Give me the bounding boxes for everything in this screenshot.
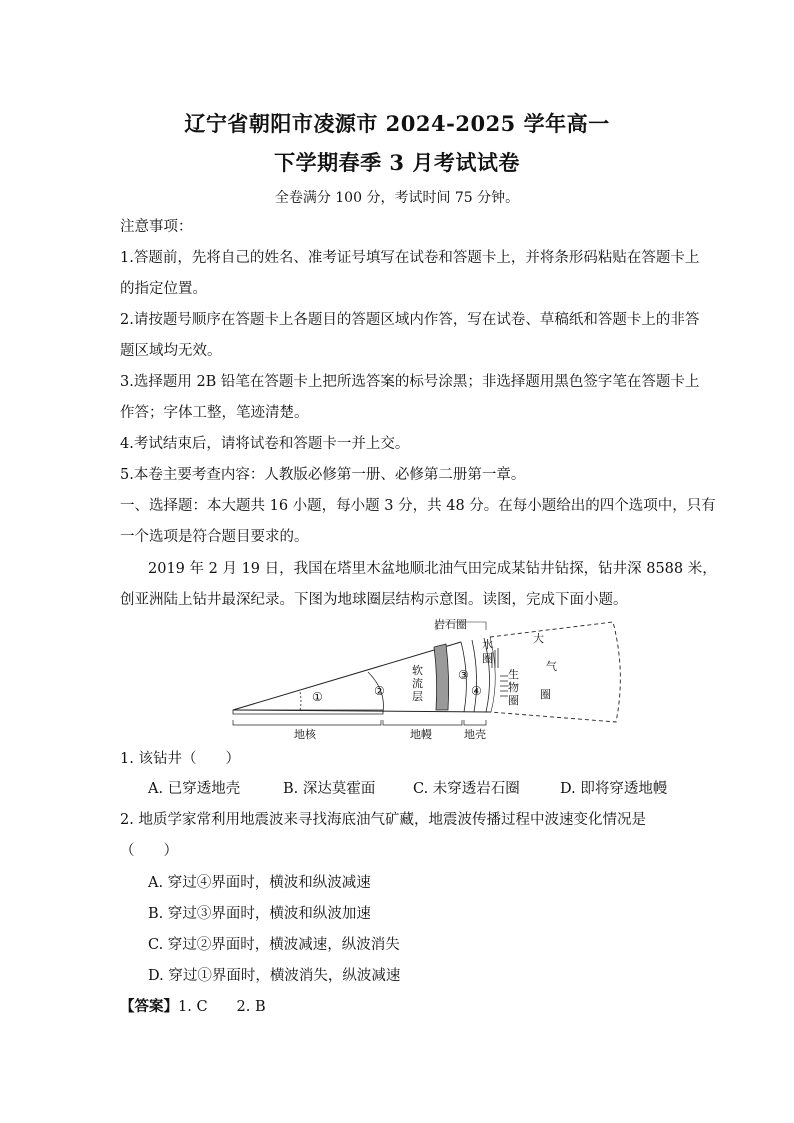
- note-5: 5.本卷主要考查内容：人教版必修第一册、必修第二册第一章。: [120, 467, 526, 483]
- note-1-line2: 的指定位置。: [120, 281, 207, 297]
- marker-1: ①: [312, 690, 323, 704]
- q2-option-b: B. 穿过③界面时，横波和纵波加速: [148, 906, 371, 922]
- label-biosphere-2: 物: [508, 681, 519, 694]
- mantle-bracket: [383, 720, 462, 725]
- answer-text: 1. C 2. B: [178, 999, 266, 1015]
- page-title-line1: 辽宁省朝阳市凌源市 2024-2025 学年高一: [184, 111, 610, 136]
- earth-layers-diagram: [228, 612, 628, 742]
- label-hydrosphere-2: 圈: [482, 652, 493, 665]
- q2-option-a: A. 穿过④界面时，横波和纵波减速: [148, 875, 371, 891]
- q1-option-c: C. 未穿透岩石圈: [413, 781, 520, 797]
- section-heading-line2: 一个选项是符合题目要求的。: [120, 529, 309, 545]
- marker-4: ④: [471, 684, 482, 698]
- label-biosphere-3: 圈: [508, 694, 519, 707]
- label-asthenosphere-1: 软: [412, 664, 423, 677]
- earth-layers-svg: [228, 612, 628, 742]
- note-3-line1: 3.选择题用 2B 铅笔在答题卡上把所选答案的标号涂黑；非选择题用黑色签字笔在答题卡上: [120, 374, 700, 390]
- notes-heading: 注意事项：: [120, 219, 193, 235]
- diagram-upper-edge: [233, 642, 461, 710]
- passage-line1: 2019 年 2 月 19 日，我国在塔里木盆地顺北油气田完成某钻井钻探，钻井深 8588 米，: [148, 561, 717, 577]
- label-asthenosphere-2: 流: [412, 677, 423, 690]
- passage-line2: 创亚洲陆上钻井最深纪录。下图为地球圈层结构示意图。读图，完成下面小题。: [120, 592, 628, 608]
- note-3-line2: 作答；字体工整，笔迹清楚。: [120, 405, 309, 421]
- crust-bracket: [464, 720, 486, 725]
- label-asthenosphere-3: 层: [412, 690, 423, 703]
- note-2-line1: 2.请按题号顺序在答题卡上各题目的答题区域内作答，写在试卷、草稿纸和答题卡上的非答: [120, 312, 700, 328]
- asthenosphere-band: [434, 644, 449, 710]
- note-1-line1: 1.答题前，先将自己的姓名、准考证号填写在试卷和答题卡上，并将条形码粘贴在答题卡上: [120, 250, 700, 266]
- label-crust: 地壳: [464, 728, 486, 741]
- label-biosphere-1: 生: [508, 668, 519, 681]
- exam-subtitle: 全卷满分 100 分，考试时间 75 分钟。: [274, 190, 520, 206]
- label-atmosphere-1: 大: [533, 632, 544, 645]
- label-hydrosphere-1: 水: [482, 638, 493, 651]
- q2-stem: 2. 地质学家常利用地震波来寻找海底油气矿藏，地震波传播过程中波速变化情况是: [120, 812, 646, 828]
- answer-label: 【答案】: [120, 998, 178, 1015]
- q2-paren: （ ）: [120, 843, 178, 859]
- label-core: 地核: [294, 728, 316, 741]
- label-lithosphere: 岩石圈: [434, 618, 467, 631]
- boundary-4-line: [472, 640, 477, 712]
- section-heading-line1: 一、选择题：本大题共 16 小题，每小题 3 分，共 48 分。在每小题给出的四个选项中，只有: [120, 498, 716, 514]
- q2-option-c: C. 穿过②界面时，横波减速，纵波消失: [148, 937, 400, 953]
- note-2-line2: 题区域均无效。: [120, 343, 222, 359]
- core-bracket: [233, 720, 381, 725]
- marker-2: ②: [374, 684, 385, 698]
- boundary-1-line: [300, 692, 301, 710]
- q1-stem: 1. 该钻井（ ）: [120, 751, 240, 767]
- answer-line: [120, 998, 266, 1016]
- label-atmosphere-2: 气: [546, 660, 557, 673]
- page-title-line2: 下学期春季 3 月考试试卷: [274, 150, 520, 175]
- marker-3: ③: [458, 668, 469, 682]
- q2-option-d: D. 穿过①界面时，横波消失，纵波减速: [148, 968, 401, 984]
- biosphere-hatch: [500, 676, 508, 696]
- note-4: 4.考试结束后，请将试卷和答题卡一并上交。: [120, 436, 410, 452]
- q1-option-a: A. 已穿透地壳: [148, 781, 241, 797]
- q1-option-d: D. 即将穿透地幔: [560, 781, 668, 797]
- label-mantle: 地幔: [410, 728, 432, 741]
- label-atmosphere-3: 圈: [540, 688, 551, 701]
- q1-option-b: B. 深达莫霍面: [283, 781, 376, 797]
